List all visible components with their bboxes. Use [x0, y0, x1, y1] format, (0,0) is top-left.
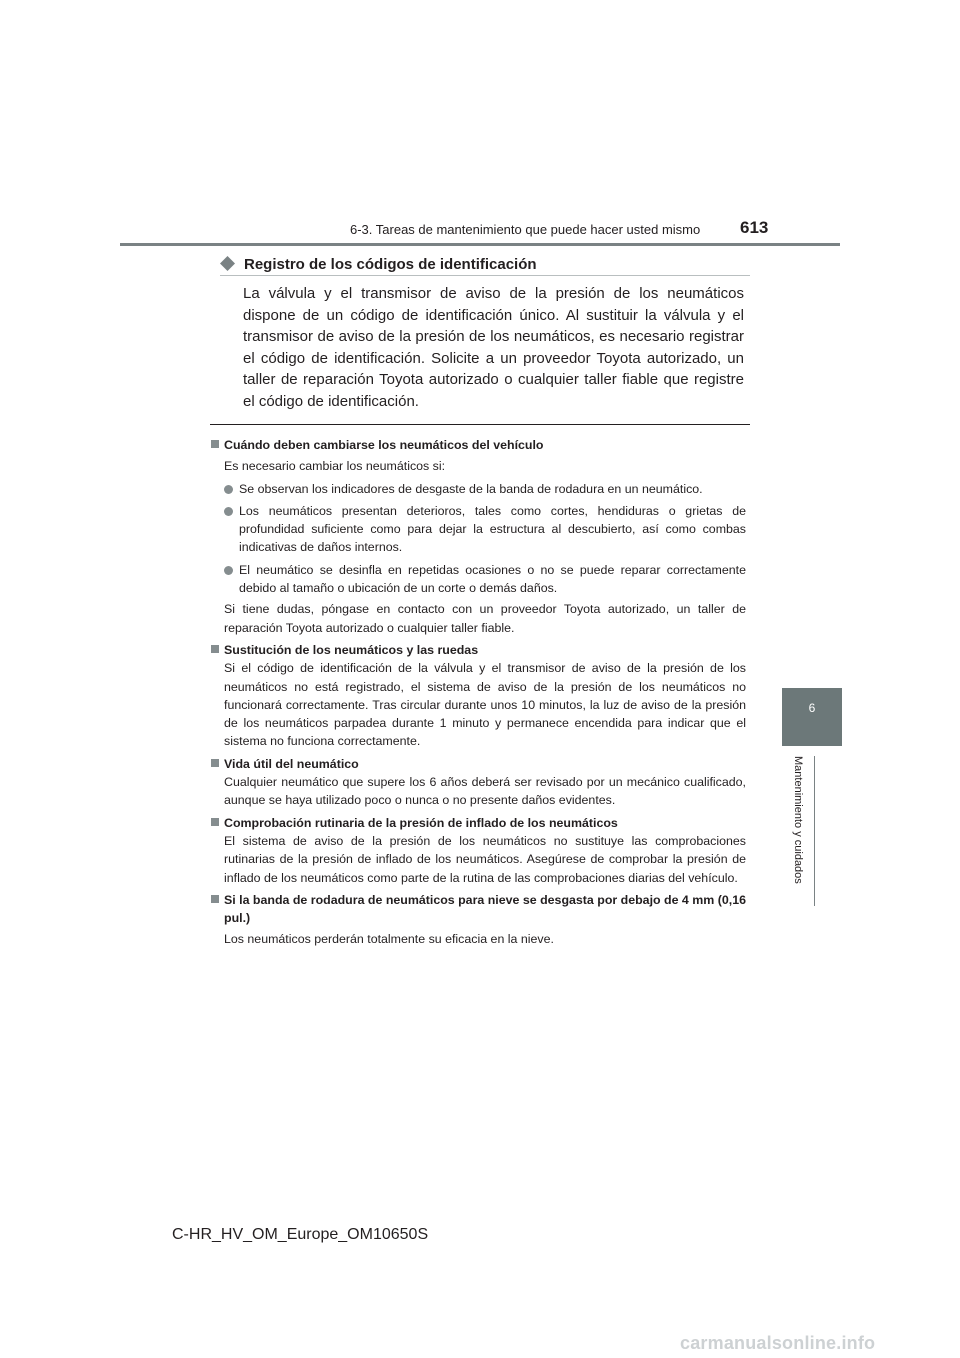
list-item-text: Se observan los indicadores de desgaste de la banda de rodadura en un neumático.: [239, 481, 703, 496]
note-title-text: Si la banda de rodadura de neumáticos para nieve se desgasta por debajo de 4 mm (0,16 pul.): [224, 892, 746, 926]
diamond-icon: [220, 256, 235, 271]
square-bullet-icon: [211, 440, 219, 448]
chapter-side-divider: [814, 756, 815, 906]
chapter-tab-number: 6: [808, 701, 816, 715]
chapter-side-label: Mantenimiento y cuidados: [792, 756, 804, 884]
note-title-comprobacion: [211, 814, 746, 832]
list-item-text: El neumático se desinfla en repetidas ocasiones o no se puede reparar correctamente debido al tamaño o ubicación de un corte o demás daños.: [239, 562, 746, 596]
note-title-cuando: [211, 436, 746, 454]
section-title: 6-3. Tareas de mantenimiento que puede hacer usted mismo: [350, 222, 701, 237]
registro-heading-text: Registro de los códigos de identificación: [244, 256, 537, 273]
square-bullet-icon: [211, 645, 219, 653]
bullet-dot-icon: [224, 485, 233, 494]
note-body: Cualquier neumático que supere los 6 años deberá ser revisado por un mecánico cualificado, aunque se haya utilizado poco o nunca o no presente daños evidentes.: [224, 775, 746, 808]
list-item: [211, 561, 746, 598]
note-body: El sistema de aviso de la presión de los neumáticos no sustituye las comprobaciones rutinarias de la presión de inflado de los neumáticos. Asegúrese de comprobar la presión de inflado de los neumáticos como parte de la rutina de las comprobaciones diarias del vehículo.: [224, 833, 746, 885]
list-item-text: Los neumáticos presentan deterioros, tales como cortes, hendiduras o grietas de profundidad suficiente como para dejar la estructura al descubierto, así como combas indicativas de daños internos.: [239, 503, 746, 555]
header-divider: [120, 243, 840, 246]
note-title-text: Cuándo deben cambiarse los neumáticos del vehículo: [224, 438, 544, 452]
square-bullet-icon: [211, 895, 219, 903]
note-title-nieve: [211, 891, 746, 928]
note-title-text: Vida útil del neumático: [224, 756, 359, 771]
watermark: carmanualsonline.info: [680, 1333, 876, 1353]
square-bullet-icon: [211, 818, 219, 826]
note-body: Si el código de identificación de la válvula y el transmisor de aviso de la presión de los neumáticos no está registrado, el sistema de aviso de la presión de los neumáticos no funcionará correctamente. Tras circular durante unos 10 minutos, la luz de aviso de la presión de los neumáticos parpadea durante 1 minuto y permanece encendida para indicar que el sistema no funciona correctamente.: [224, 661, 746, 749]
bullet-dot-icon: [224, 507, 233, 516]
note-title-text: Sustitución de los neumáticos y las ruedas: [224, 642, 479, 657]
chapter-tab: [782, 688, 842, 746]
note-closing: Si tiene dudas, póngase en contacto con un proveedor Toyota autorizado, un taller de reparación Toyota autorizado o cualquier taller fiable.: [224, 602, 746, 635]
section-divider: [210, 424, 750, 425]
registro-heading: [220, 254, 750, 276]
document-code: C-HR_HV_OM_Europe_OM10650S: [172, 1226, 429, 1243]
note-title-vida: [211, 755, 746, 773]
page-number: 613: [740, 218, 769, 237]
list-item: [211, 480, 746, 498]
registro-paragraph: La válvula y el transmisor de aviso de la presión de los neumáticos dispone de un código de identificación único. Al sustituir la válvula y el transmisor de aviso de la presión de los neumáticos, es necesario registrar el código de identificación. Solicite a un proveedor Toyota autorizado, un taller de reparación Toyota autorizado o cualquier taller fiable que registre el código de identificación.: [243, 285, 744, 410]
note-body: Los neumáticos perderán totalmente su eficacia en la nieve.: [224, 932, 554, 947]
note-title-sustitucion: [211, 641, 746, 659]
square-bullet-icon: [211, 759, 219, 767]
note-title-text: Comprobación rutinaria de la presión de inflado de los neumáticos: [224, 815, 618, 830]
bullet-dot-icon: [224, 566, 233, 575]
note-intro: Es necesario cambiar los neumáticos si:: [224, 459, 446, 474]
list-item: [211, 502, 746, 557]
notes-section: [211, 432, 746, 949]
